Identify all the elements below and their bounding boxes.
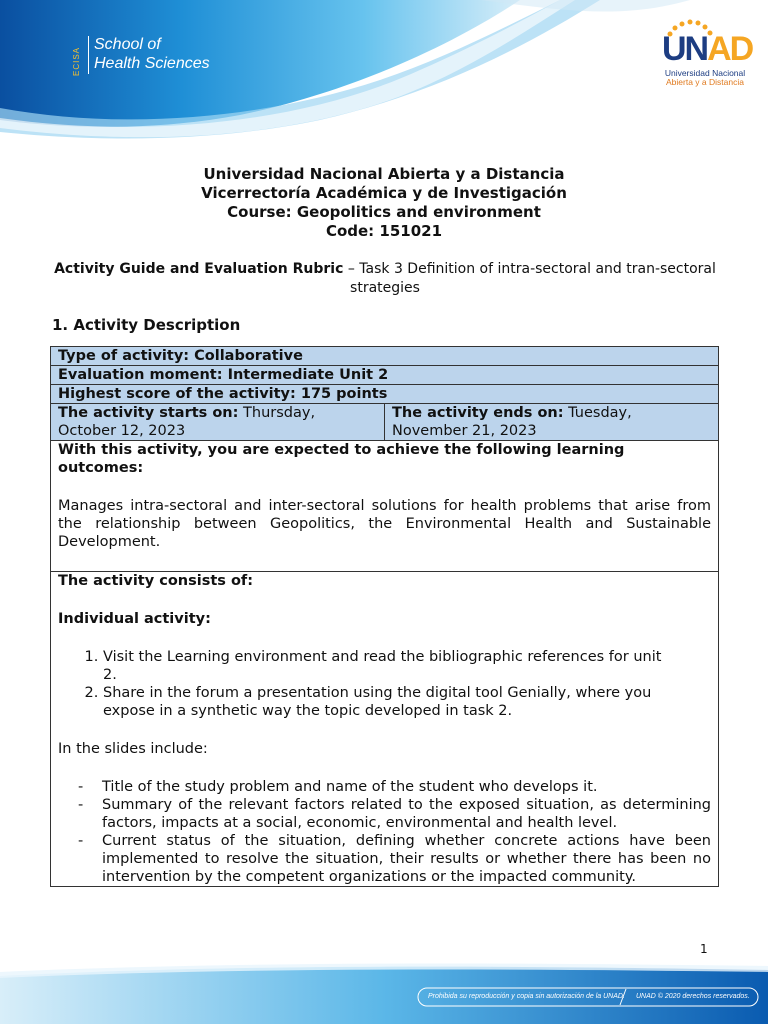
steps-list — [58, 648, 663, 720]
guide-heading: Activity Guide and Evaluation Rubric – Task 3 Definition of intra-sectoral and tran-sectoral strategies — [54, 261, 716, 296]
type-of-activity: Type of activity: Collaborative — [51, 347, 719, 366]
activity-table — [50, 346, 719, 887]
outcomes-title: With this activity, you are expected to achieve the following learning outcomes: — [58, 442, 625, 476]
title-vicerrectoria: Vicerrectoría Académica y de Investigación — [201, 184, 567, 202]
school-name-line2: Health Sciences — [94, 55, 210, 72]
school-name-line1: School of — [94, 36, 161, 53]
start-date-cell: The activity starts on: Thursday, October 12, 2023 — [51, 404, 385, 441]
section-title: 1. Activity Description — [52, 316, 241, 334]
document-title — [0, 165, 768, 241]
end-date-cell: The activity ends on: Tuesday, November 21, 2023 — [385, 404, 719, 441]
slides-intro: In the slides include: — [58, 741, 208, 757]
title-university: Universidad Nacional Abierta y a Distancia — [203, 165, 565, 183]
list-item: 1. Visit the Learning environment and read the bibliographic references for unit 2. — [103, 648, 663, 684]
list-item: - Current status of the situation, defining whether concrete actions have been implemented to resolve the situation, their results or whether there has been no intervention by the competent organizations or the impacted community. — [58, 832, 711, 886]
unad-logo — [660, 18, 753, 88]
learning-outcomes-cell — [51, 441, 719, 572]
outcomes-text: Manages intra-sectoral and inter-sectoral solutions for health problems that arise from the relationship between Geopolitics, the Environmental Health and Sustainable Development. — [58, 498, 711, 550]
activity-consists-cell — [51, 572, 719, 887]
list-item: - Title of the study problem and name of the student who develops it. — [58, 778, 711, 796]
evaluation-moment: Evaluation moment: Intermediate Unit 2 — [51, 366, 719, 385]
footer-copyright-notice: Prohibida su reproducción y copia sin autorización de la UNAD. — [428, 993, 625, 1000]
slides-list — [58, 778, 711, 886]
logo-wordmark: UNAD — [662, 30, 753, 68]
highest-score: Highest score of the activity: 175 points — [51, 385, 719, 404]
logo-subtitle-1: Universidad Nacional — [664, 68, 746, 78]
individual-title: Individual activity: — [58, 611, 211, 627]
ecisa-label: ECISA — [72, 46, 81, 76]
consists-title: The activity consists of: — [58, 573, 254, 589]
school-divider — [88, 36, 89, 74]
list-item: 2. Share in the forum a presentation using the digital tool Genially, where you expose in a synthetic way the topic developed in task 2. — [103, 684, 663, 720]
footer-rights: UNAD © 2020 derechos reservados. — [636, 993, 750, 1000]
title-code: Code: 151021 — [325, 222, 443, 240]
page-number: 1 — [700, 942, 708, 956]
title-course: Course: Geopolitics and environment — [227, 203, 541, 221]
list-item: - Summary of the relevant factors related to the exposed situation, as determining factors, impacts at a social, economic, environmental and health level. — [58, 796, 711, 832]
logo-subtitle-2: Abierta y a Distancia — [666, 77, 744, 87]
